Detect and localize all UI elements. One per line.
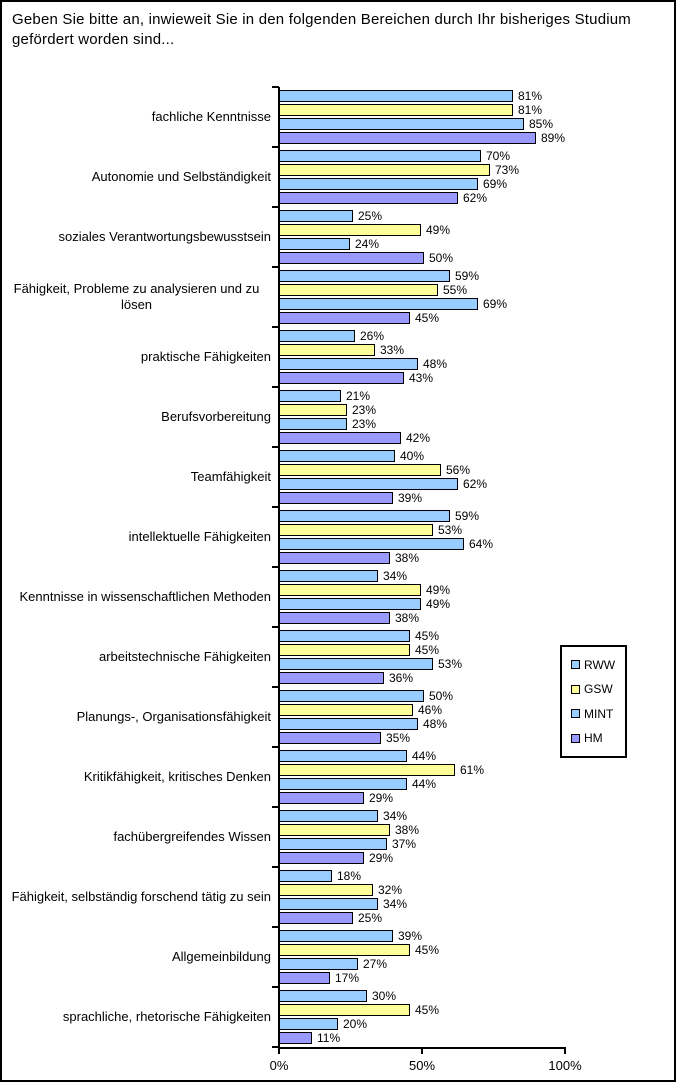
bar-mint	[279, 178, 478, 190]
category-label: Fähigkeit, Probleme zu analysieren und zu lösen	[13, 281, 260, 312]
bar-hm	[279, 972, 330, 984]
value-label: 81%	[518, 89, 543, 103]
category-tick	[272, 326, 279, 328]
bar-hm	[279, 312, 410, 324]
category-row	[2, 387, 676, 447]
legend-item-hm	[571, 731, 625, 745]
bar-hm	[279, 552, 390, 564]
bar-mint	[279, 358, 418, 370]
value-label: 25%	[358, 209, 383, 223]
bar-hm	[279, 912, 353, 924]
category-row	[2, 567, 676, 627]
bar-gsw	[279, 704, 413, 716]
value-label: 38%	[395, 551, 420, 565]
bar-hm	[279, 252, 424, 264]
bar-mint	[279, 478, 458, 490]
value-label: 59%	[455, 269, 480, 283]
bar-gsw	[279, 104, 513, 116]
bar-mint	[279, 1018, 338, 1030]
value-label: 34%	[383, 809, 408, 823]
bar-hm	[279, 132, 536, 144]
legend-label: GSW	[584, 682, 613, 697]
bar-rww	[279, 810, 378, 822]
bar-gsw	[279, 944, 410, 956]
value-label: 42%	[406, 431, 431, 445]
value-label: 50%	[429, 689, 454, 703]
legend-item-mint	[571, 707, 625, 721]
bar-mint	[279, 898, 378, 910]
value-label: 32%	[378, 883, 403, 897]
category-label: Planungs-, Organisationsfähigkeit	[76, 709, 271, 725]
category-row	[2, 867, 676, 927]
legend-item-gsw	[571, 682, 625, 696]
value-tick	[421, 1047, 423, 1054]
value-label: 36%	[389, 671, 414, 685]
value-label: 45%	[415, 943, 440, 957]
value-label: 62%	[463, 477, 488, 491]
bar-rww	[279, 90, 513, 102]
bar-rww	[279, 930, 393, 942]
value-tick-label: 50%	[408, 1058, 436, 1073]
legend-marker-mint	[571, 709, 580, 718]
value-label: 38%	[395, 823, 420, 837]
bar-mint	[279, 118, 524, 130]
category-label: arbeitstechnische Fähigkeiten	[99, 649, 271, 665]
value-label: 53%	[438, 657, 463, 671]
category-tick	[272, 266, 279, 268]
value-label: 29%	[369, 851, 394, 865]
category-label: Allgemeinbildung	[171, 949, 271, 965]
value-label: 39%	[398, 929, 423, 943]
value-label: 26%	[360, 329, 385, 343]
value-label: 56%	[446, 463, 471, 477]
value-tick-label: 100%	[548, 1058, 582, 1073]
category-row	[2, 147, 676, 207]
bar-gsw	[279, 464, 441, 476]
bar-mint	[279, 298, 478, 310]
bar-rww	[279, 150, 481, 162]
bar-mint	[279, 958, 358, 970]
value-label: 53%	[438, 523, 463, 537]
category-row	[2, 207, 676, 267]
value-label: 46%	[418, 703, 443, 717]
value-label: 70%	[486, 149, 511, 163]
bar-gsw	[279, 404, 347, 416]
category-row	[2, 327, 676, 387]
bar-gsw	[279, 884, 373, 896]
category-row	[2, 987, 676, 1047]
bar-gsw	[279, 644, 410, 656]
value-label: 81%	[518, 103, 543, 117]
value-label: 40%	[400, 449, 425, 463]
value-label: 48%	[423, 357, 448, 371]
value-label: 48%	[423, 717, 448, 731]
category-tick	[272, 146, 279, 148]
category-label: Autonomie und Selbständigkeit	[91, 169, 271, 185]
bar-rww	[279, 750, 407, 762]
value-label: 44%	[412, 749, 437, 763]
category-tick	[272, 86, 279, 88]
legend-item-rww	[571, 658, 625, 672]
bar-mint	[279, 538, 464, 550]
category-label: sprachliche, rhetorische Fähigkeiten	[62, 1009, 271, 1025]
value-label: 23%	[352, 403, 377, 417]
bar-rww	[279, 450, 395, 462]
bar-hm	[279, 792, 364, 804]
category-tick	[272, 866, 279, 868]
value-label: 45%	[415, 311, 440, 325]
bar-rww	[279, 390, 341, 402]
bar-mint	[279, 238, 350, 250]
category-label: fachliche Kenntnisse	[151, 109, 271, 125]
value-label: 61%	[460, 763, 485, 777]
plot-area	[2, 87, 676, 1047]
bar-hm	[279, 852, 364, 864]
category-label: praktische Fähigkeiten	[140, 349, 271, 365]
category-tick	[272, 566, 279, 568]
value-label: 11%	[317, 1031, 341, 1045]
category-label: soziales Verantwortungsbewusstsein	[58, 229, 271, 245]
value-label: 64%	[469, 537, 494, 551]
value-label: 89%	[541, 131, 566, 145]
value-label: 62%	[463, 191, 488, 205]
value-label: 20%	[343, 1017, 368, 1031]
category-row	[2, 807, 676, 867]
value-label: 43%	[409, 371, 434, 385]
bar-gsw	[279, 164, 490, 176]
value-label: 55%	[443, 283, 468, 297]
value-label: 21%	[346, 389, 371, 403]
value-label: 49%	[426, 223, 451, 237]
value-label: 85%	[529, 117, 554, 131]
category-label: Kritikfähigkeit, kritisches Denken	[83, 769, 271, 785]
bar-rww	[279, 870, 332, 882]
bar-mint	[279, 598, 421, 610]
category-tick	[272, 206, 279, 208]
value-label: 34%	[383, 897, 408, 911]
bar-gsw	[279, 224, 421, 236]
category-tick	[272, 806, 279, 808]
category-label: Berufsvorbereitung	[161, 409, 271, 425]
category-row	[2, 507, 676, 567]
bar-hm	[279, 672, 384, 684]
legend-label: RWW	[584, 657, 616, 672]
bar-gsw	[279, 284, 438, 296]
category-row	[2, 87, 676, 147]
bar-rww	[279, 570, 378, 582]
category-row	[2, 447, 676, 507]
bar-gsw	[279, 764, 455, 776]
value-label: 29%	[369, 791, 394, 805]
bar-rww	[279, 210, 353, 222]
category-tick	[272, 506, 279, 508]
category-tick	[272, 926, 279, 928]
bar-gsw	[279, 584, 421, 596]
legend-marker-hm	[571, 734, 580, 743]
category-label: Fähigkeit, selbständig forschend tätig zu sein	[11, 889, 271, 905]
bar-rww	[279, 330, 355, 342]
category-label: Teamfähigkeit	[190, 469, 271, 485]
bar-hm	[279, 192, 458, 204]
bar-rww	[279, 990, 367, 1002]
value-label: 45%	[415, 1003, 440, 1017]
value-label: 27%	[363, 957, 388, 971]
value-label: 69%	[483, 177, 508, 191]
category-label: intellektuelle Fähigkeiten	[128, 529, 271, 545]
bar-hm	[279, 1032, 312, 1044]
category-tick	[272, 746, 279, 748]
category-row	[2, 927, 676, 987]
bar-gsw	[279, 824, 390, 836]
value-label: 23%	[352, 417, 377, 431]
value-tick	[564, 1047, 566, 1054]
legend-marker-gsw	[571, 685, 580, 694]
value-label: 35%	[386, 731, 411, 745]
value-label: 37%	[392, 837, 417, 851]
bar-hm	[279, 372, 404, 384]
value-label: 44%	[412, 777, 437, 791]
value-label: 69%	[483, 297, 508, 311]
value-label: 45%	[415, 643, 440, 657]
value-label: 39%	[398, 491, 423, 505]
value-label: 33%	[380, 343, 405, 357]
value-label: 18%	[337, 869, 362, 883]
legend-marker-rww	[571, 660, 580, 669]
value-label: 34%	[383, 569, 408, 583]
value-tick	[278, 1047, 280, 1054]
bar-rww	[279, 690, 424, 702]
bar-mint	[279, 838, 387, 850]
value-label: 24%	[355, 237, 380, 251]
bar-rww	[279, 510, 450, 522]
bar-mint	[279, 658, 433, 670]
bar-mint	[279, 778, 407, 790]
legend-label: HM	[584, 731, 603, 746]
bar-gsw	[279, 524, 433, 536]
bar-mint	[279, 718, 418, 730]
bar-hm	[279, 492, 393, 504]
category-tick	[272, 686, 279, 688]
bar-gsw	[279, 344, 375, 356]
value-label: 49%	[426, 597, 451, 611]
chart-title: Geben Sie bitte an, inwieweit Sie in den folgenden Bereichen durch Ihr bisheriges Studium gefördert worden sind...	[12, 11, 632, 48]
value-label: 38%	[395, 611, 420, 625]
category-tick	[272, 386, 279, 388]
value-label: 30%	[372, 989, 397, 1003]
value-label: 45%	[415, 629, 440, 643]
category-label: fachübergreifendes Wissen	[113, 829, 271, 845]
value-label: 50%	[429, 251, 454, 265]
bar-hm	[279, 732, 381, 744]
legend-label: MINT	[584, 706, 614, 721]
value-label: 25%	[358, 911, 383, 925]
value-label: 59%	[455, 509, 480, 523]
bar-hm	[279, 612, 390, 624]
legend	[560, 645, 627, 758]
bar-rww	[279, 630, 410, 642]
value-label: 49%	[426, 583, 451, 597]
bar-mint	[279, 418, 347, 430]
category-tick	[272, 626, 279, 628]
category-tick	[272, 986, 279, 988]
category-axis-line	[278, 87, 280, 1049]
value-label: 73%	[495, 163, 520, 177]
bar-rww	[279, 270, 450, 282]
value-tick-label: 0%	[269, 1058, 289, 1073]
category-row	[2, 267, 676, 327]
category-label: Kenntnisse in wissenschaftlichen Methoden	[19, 589, 271, 605]
category-tick	[272, 446, 279, 448]
bar-gsw	[279, 1004, 410, 1016]
value-label: 17%	[335, 971, 360, 985]
bar-hm	[279, 432, 401, 444]
